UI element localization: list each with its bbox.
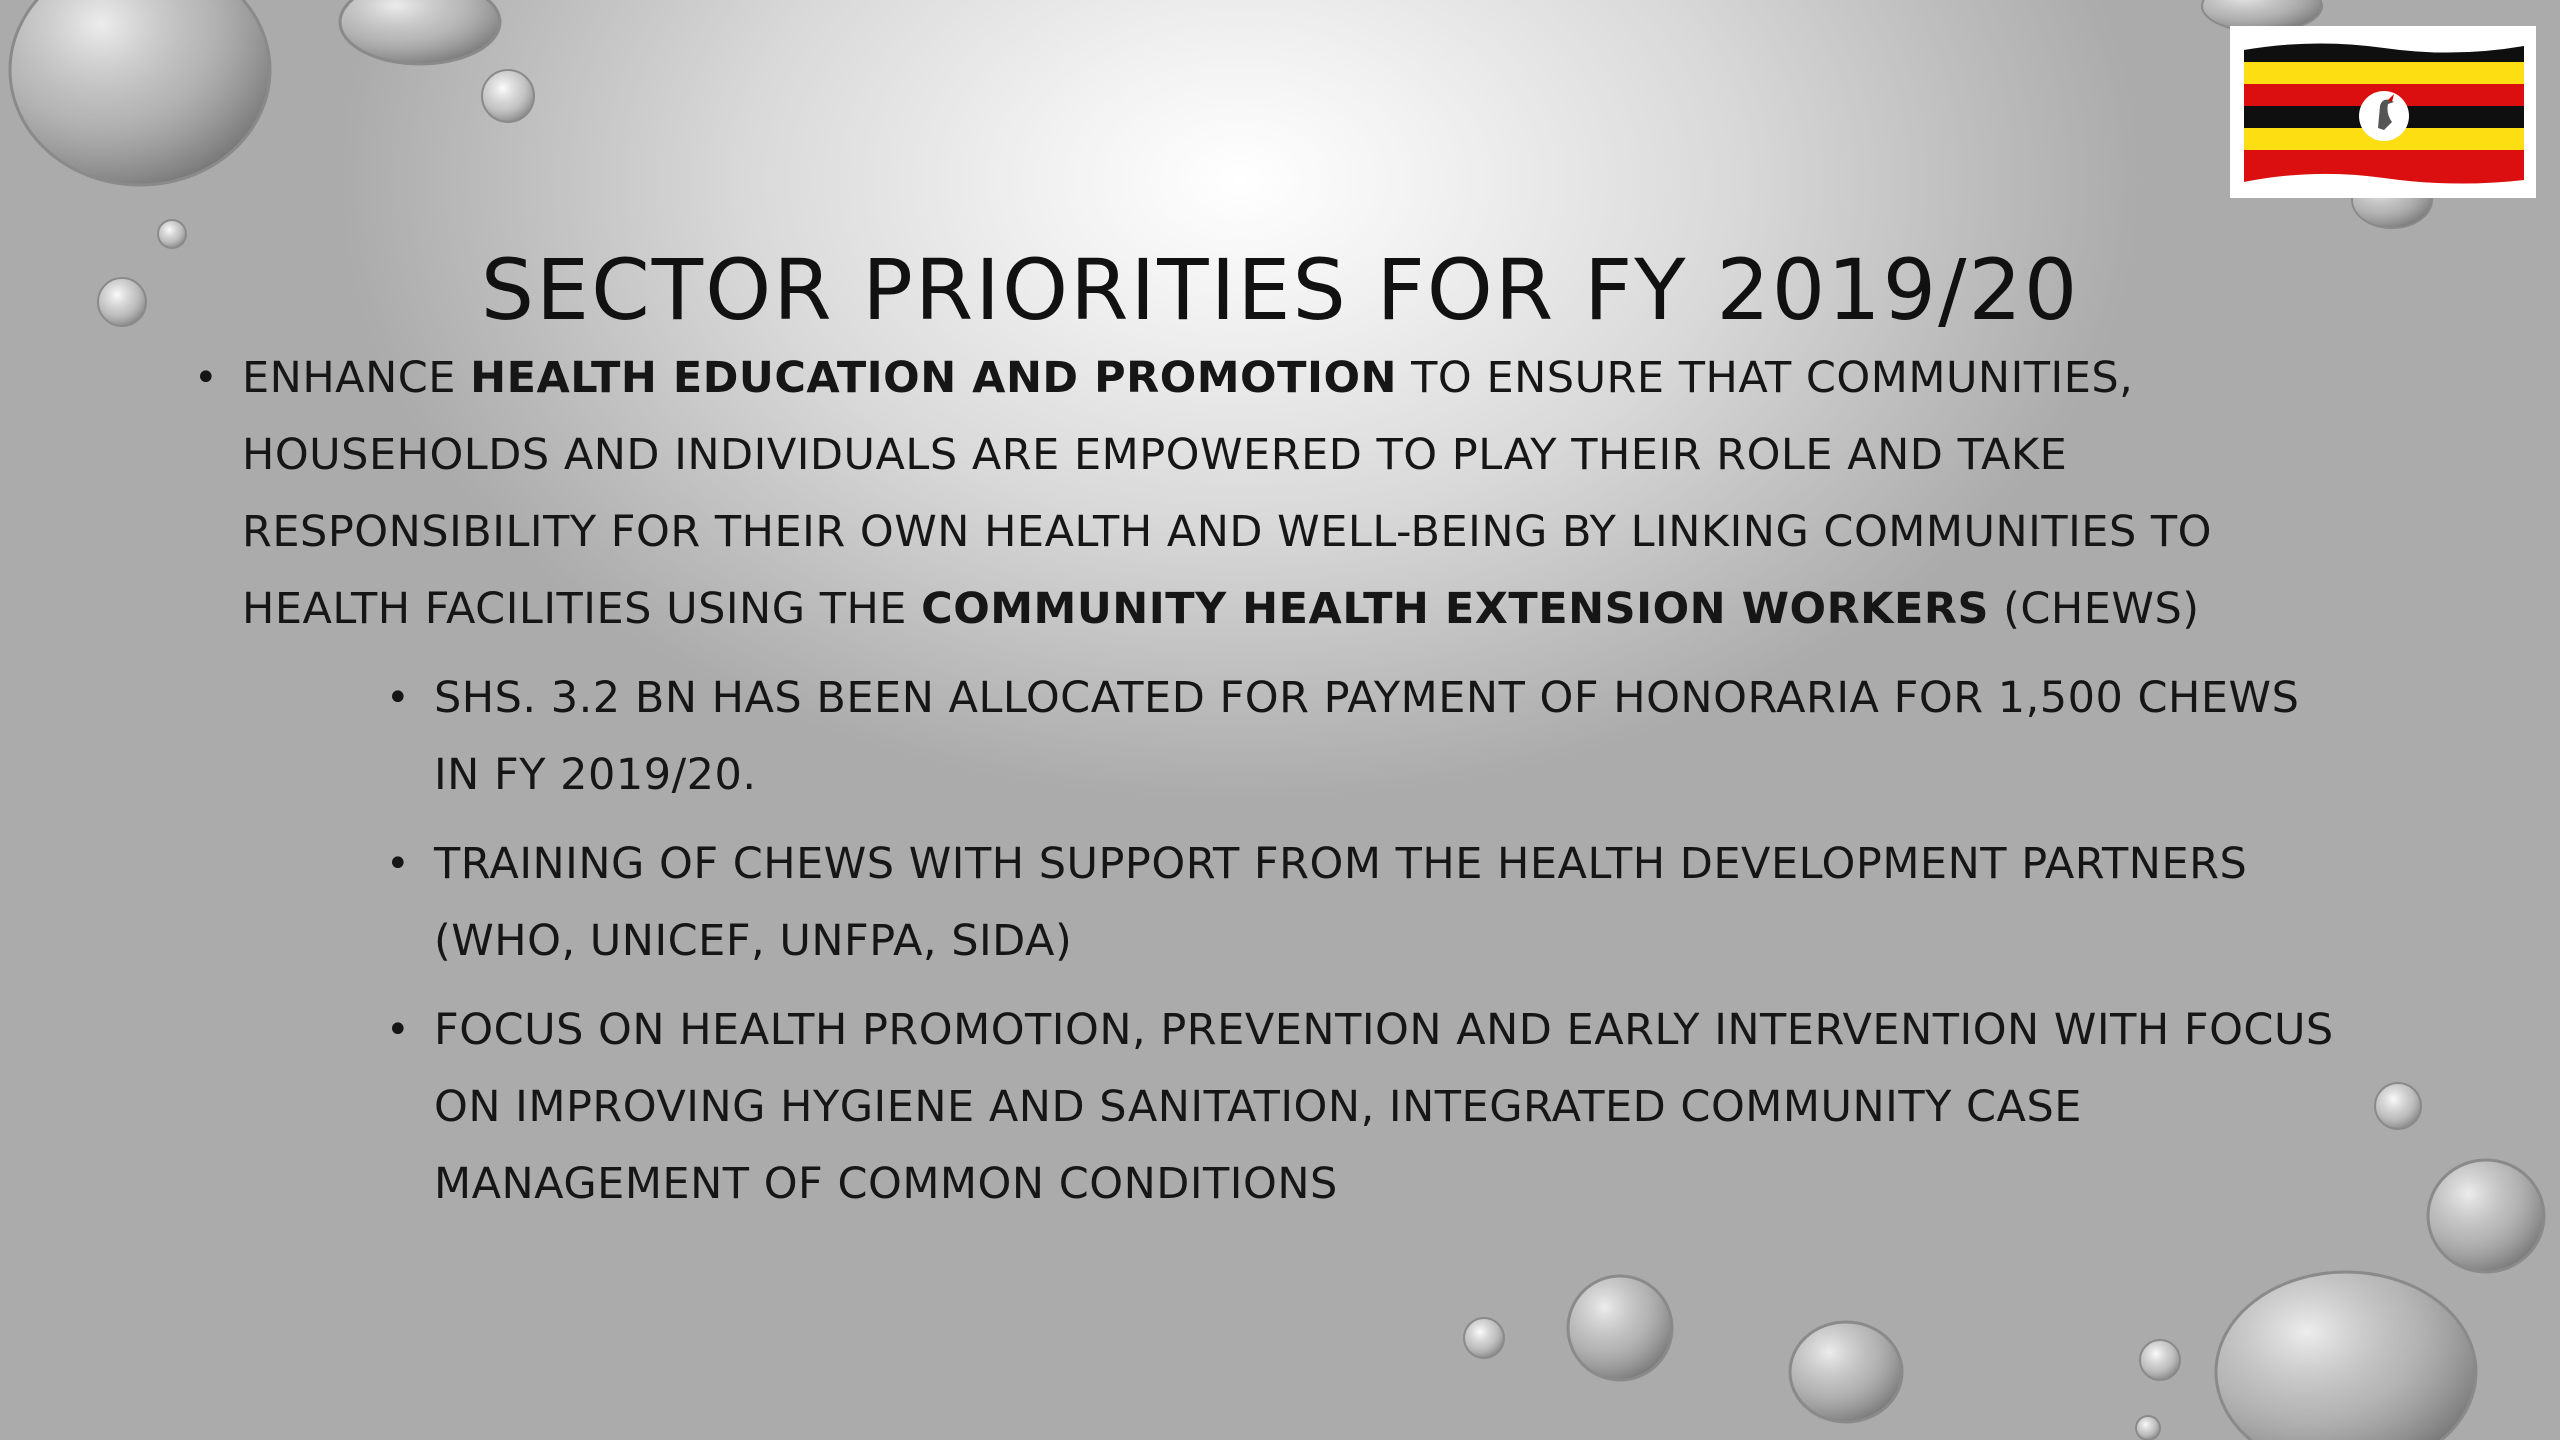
droplet (1568, 1276, 1672, 1380)
bullet-text: (CHEWS) (1988, 584, 2200, 634)
bullet-dot: • (194, 355, 219, 401)
bullet-dot: • (386, 841, 411, 887)
bullet-text: ENHANCE (242, 353, 471, 403)
sub-bullet-text: TRAINING OF CHEWS WITH SUPPORT FROM THE HEALTH DEVELOPMENT PARTNERS (WHO, UNICEF, UNFPA, SIDA) (434, 839, 2248, 966)
sub-bullet-text: SHS. 3.2 BN HAS BEEN ALLOCATED FOR PAYMENT OF HONORARIA FOR 1,500 CHEWS IN FY 2019/20. (434, 673, 2300, 800)
droplet (2216, 1272, 2476, 1440)
bullet-dot: • (386, 1007, 411, 1053)
droplet (2136, 1416, 2160, 1440)
sub-bullet-text: FOCUS ON HEALTH PROMOTION, PREVENTION AND EARLY INTERVENTION WITH FOCUS ON IMPROVING HYGIENE AND SANITATION, INTEGRATED COMMUNITY CASE MANAGEMENT OF COMMON CONDITIONS (434, 1005, 2334, 1209)
bullet-list (190, 340, 2390, 1223)
droplet (482, 70, 534, 122)
droplet (2140, 1340, 2180, 1380)
flag-graphic (2244, 36, 2524, 188)
droplet (10, 0, 270, 185)
sub-bullet-honoraria (386, 660, 2334, 814)
droplet (1790, 1322, 1902, 1422)
bullet-text: TO ENSURE THAT COMMUNITIES, HOUSEHOLDS AND INDIVIDUALS ARE EMPOWERED TO PLAY THEIR ROLE AND TAKE RESPONSIBILITY FOR THEIR OWN HEALTH AND WELL-BEING BY LINKING COMMUNITIES TO HEALTH FACILITIES USING THE (242, 353, 2213, 634)
sub-bullet-training (386, 826, 2334, 980)
sub-bullet-focus (386, 992, 2334, 1223)
uganda-flag-icon (2230, 26, 2536, 198)
bullet-dot: • (386, 675, 411, 721)
droplet (1464, 1318, 1504, 1358)
bullet-bold-text: HEALTH EDUCATION AND PROMOTION (470, 353, 1397, 403)
slide-title: SECTOR PRIORITIES FOR FY 2019/20 (480, 241, 2080, 339)
bullet-bold-text: COMMUNITY HEALTH EXTENSION WORKERS (921, 584, 1989, 634)
bullet-health-education (190, 340, 2302, 648)
droplet (2428, 1160, 2544, 1272)
droplet (340, 0, 500, 64)
